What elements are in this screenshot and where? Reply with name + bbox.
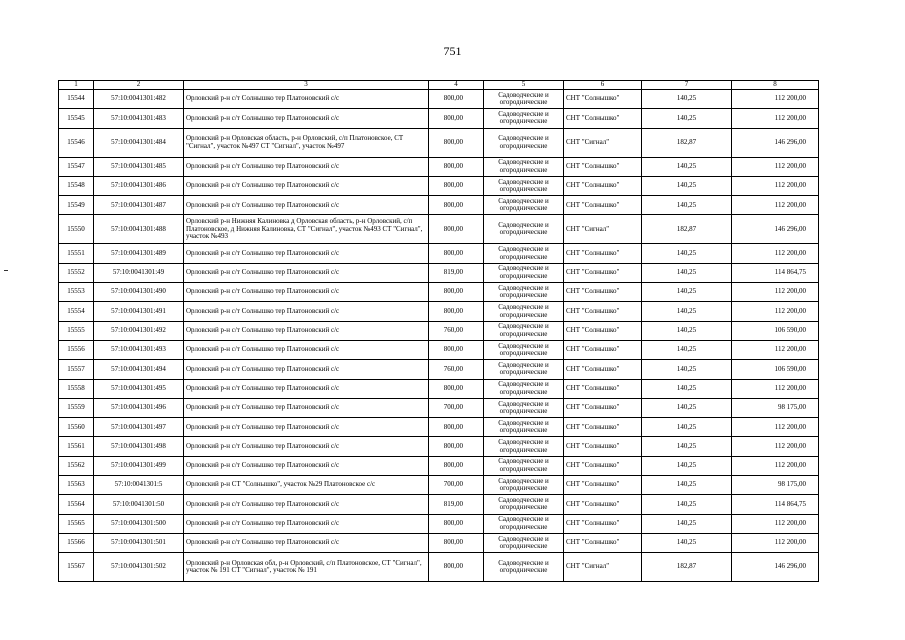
land-use-category-cell: Садоводческие и огороднические bbox=[484, 90, 564, 109]
table-row bbox=[59, 321, 819, 340]
specific-value-cell: 140,25 bbox=[642, 418, 732, 437]
row-number-cell: 15555 bbox=[59, 321, 94, 340]
address-cell: Орловский р-н с/т Солнышко тер Платоновский с/с bbox=[184, 302, 429, 321]
row-number-cell: 15546 bbox=[59, 128, 94, 157]
cadastral-value-cell: 112 200,00 bbox=[732, 340, 819, 359]
cadastral-value-cell: 98 175,00 bbox=[732, 476, 819, 495]
partnership-name-cell: СНТ "Солнышко" bbox=[564, 244, 642, 263]
address-cell: Орловский р-н с/т Солнышко тер Платоновский с/с bbox=[184, 456, 429, 475]
area-cell: 800,00 bbox=[429, 379, 484, 398]
partnership-name-cell: СНТ "Солнышко" bbox=[564, 476, 642, 495]
land-use-category-cell: Садоводческие и огороднические bbox=[484, 321, 564, 340]
land-use-category-cell: Садоводческие и огороднические bbox=[484, 196, 564, 215]
cadastral-number-cell: 57:10:0041301:484 bbox=[94, 128, 184, 157]
cadastral-value-cell: 114 864,75 bbox=[732, 495, 819, 514]
cadastral-number-cell: 57:10:0041301:487 bbox=[94, 196, 184, 215]
specific-value-cell: 140,25 bbox=[642, 302, 732, 321]
cadastral-number-cell: 57:10:0041301:495 bbox=[94, 379, 184, 398]
land-use-category-cell: Садоводческие и огороднические bbox=[484, 302, 564, 321]
cadastral-value-cell: 112 200,00 bbox=[732, 533, 819, 552]
land-use-category-cell: Садоводческие и огороднические bbox=[484, 456, 564, 475]
cadastral-number-cell: 57:10:0041301:502 bbox=[94, 553, 184, 582]
address-cell: Орловский р-н с/т Солнышко тер Платоновский с/с bbox=[184, 176, 429, 195]
cadastral-number-cell: 57:10:0041301:5 bbox=[94, 476, 184, 495]
specific-value-cell: 140,25 bbox=[642, 533, 732, 552]
area-cell: 800,00 bbox=[429, 109, 484, 128]
partnership-name-cell: СНТ "Сигнал" bbox=[564, 215, 642, 244]
row-number-cell: 15545 bbox=[59, 109, 94, 128]
area-cell: 800,00 bbox=[429, 157, 484, 176]
specific-value-cell: 140,25 bbox=[642, 437, 732, 456]
cadastral-number-cell: 57:10:0041301:482 bbox=[94, 90, 184, 109]
cadastral-value-cell: 112 200,00 bbox=[732, 196, 819, 215]
table-row bbox=[59, 176, 819, 195]
cadastral-number-cell: 57:10:0041301:493 bbox=[94, 340, 184, 359]
cadastral-number-cell: 57:10:0041301:501 bbox=[94, 533, 184, 552]
partnership-name-cell: СНТ "Солнышко" bbox=[564, 321, 642, 340]
partnership-name-cell: СНТ "Солнышко" bbox=[564, 109, 642, 128]
cadastral-value-cell: 146 296,00 bbox=[732, 553, 819, 582]
address-cell: Орловский р-н с/т Солнышко тер Платоновский с/с bbox=[184, 379, 429, 398]
table-row bbox=[59, 379, 819, 398]
table-row bbox=[59, 157, 819, 176]
specific-value-cell: 140,25 bbox=[642, 379, 732, 398]
row-number-cell: 15565 bbox=[59, 514, 94, 533]
area-cell: 800,00 bbox=[429, 283, 484, 302]
cadastral-value-cell: 98 175,00 bbox=[732, 398, 819, 417]
address-cell: Орловский р-н с/т Солнышко тер Платоновский с/с bbox=[184, 398, 429, 417]
land-use-category-cell: Садоводческие и огороднические bbox=[484, 128, 564, 157]
specific-value-cell: 140,25 bbox=[642, 90, 732, 109]
table-row bbox=[59, 215, 819, 244]
specific-value-cell: 140,25 bbox=[642, 476, 732, 495]
table-row bbox=[59, 109, 819, 128]
cadastral-value-cell: 106 590,00 bbox=[732, 360, 819, 379]
column-header-3: 3 bbox=[184, 81, 429, 90]
table-row bbox=[59, 340, 819, 359]
partnership-name-cell: СНТ "Солнышко" bbox=[564, 514, 642, 533]
address-cell: Орловский р-н с/т Солнышко тер Платоновский с/с bbox=[184, 360, 429, 379]
land-use-category-cell: Садоводческие и огороднические bbox=[484, 244, 564, 263]
specific-value-cell: 140,25 bbox=[642, 340, 732, 359]
row-number-cell: 15558 bbox=[59, 379, 94, 398]
cadastral-number-cell: 57:10:0041301:486 bbox=[94, 176, 184, 195]
cadastral-value-cell: 114 864,75 bbox=[732, 263, 819, 282]
column-header-7: 7 bbox=[642, 81, 732, 90]
row-number-cell: 15563 bbox=[59, 476, 94, 495]
specific-value-cell: 182,87 bbox=[642, 128, 732, 157]
table-row bbox=[59, 360, 819, 379]
cadastral-number-cell: 57:10:0041301:491 bbox=[94, 302, 184, 321]
partnership-name-cell: СНТ "Солнышко" bbox=[564, 283, 642, 302]
cadastral-value-cell: 112 200,00 bbox=[732, 157, 819, 176]
row-number-cell: 15551 bbox=[59, 244, 94, 263]
specific-value-cell: 140,25 bbox=[642, 514, 732, 533]
cadastral-number-cell: 57:10:0041301:485 bbox=[94, 157, 184, 176]
land-use-category-cell: Садоводческие и огороднические bbox=[484, 514, 564, 533]
cadastral-number-cell: 57:10:0041301:483 bbox=[94, 109, 184, 128]
partnership-name-cell: СНТ "Солнышко" bbox=[564, 379, 642, 398]
land-use-category-cell: Садоводческие и огороднические bbox=[484, 176, 564, 195]
area-cell: 800,00 bbox=[429, 244, 484, 263]
row-number-cell: 15544 bbox=[59, 90, 94, 109]
land-use-category-cell: Садоводческие и огороднические bbox=[484, 418, 564, 437]
row-number-cell: 15564 bbox=[59, 495, 94, 514]
cadastral-value-cell: 112 200,00 bbox=[732, 437, 819, 456]
cadastral-value-cell: 112 200,00 bbox=[732, 244, 819, 263]
table-row bbox=[59, 476, 819, 495]
area-cell: 800,00 bbox=[429, 340, 484, 359]
row-number-cell: 15556 bbox=[59, 340, 94, 359]
area-cell: 700,00 bbox=[429, 476, 484, 495]
cadastral-value-cell: 112 200,00 bbox=[732, 456, 819, 475]
specific-value-cell: 140,25 bbox=[642, 360, 732, 379]
table-row bbox=[59, 90, 819, 109]
specific-value-cell: 140,25 bbox=[642, 321, 732, 340]
row-number-cell: 15561 bbox=[59, 437, 94, 456]
table-row bbox=[59, 244, 819, 263]
table-row bbox=[59, 196, 819, 215]
row-number-cell: 15549 bbox=[59, 196, 94, 215]
margin-mark bbox=[4, 270, 8, 271]
land-use-category-cell: Садоводческие и огороднические bbox=[484, 533, 564, 552]
land-use-category-cell: Садоводческие и огороднические bbox=[484, 553, 564, 582]
specific-value-cell: 140,25 bbox=[642, 109, 732, 128]
cadastral-value-cell: 112 200,00 bbox=[732, 514, 819, 533]
partnership-name-cell: СНТ "Солнышко" bbox=[564, 90, 642, 109]
address-cell: Орловский р-н с/т Солнышко тер Платоновский с/с bbox=[184, 90, 429, 109]
specific-value-cell: 140,25 bbox=[642, 283, 732, 302]
address-cell: Орловский р-н с/т Солнышко тер Платоновский с/с bbox=[184, 340, 429, 359]
row-number-cell: 15557 bbox=[59, 360, 94, 379]
column-header-2: 2 bbox=[94, 81, 184, 90]
cadastral-number-cell: 57:10:0041301:494 bbox=[94, 360, 184, 379]
cadastral-number-cell: 57:10:0041301:497 bbox=[94, 418, 184, 437]
area-cell: 760,00 bbox=[429, 321, 484, 340]
address-cell: Орловский р-н с/т Солнышко тер Платоновский с/с bbox=[184, 109, 429, 128]
partnership-name-cell: СНТ "Сигнал" bbox=[564, 128, 642, 157]
cadastral-number-cell: 57:10:0041301:50 bbox=[94, 495, 184, 514]
table-body bbox=[59, 90, 819, 582]
address-cell: Орловский р-н с/т Солнышко тер Платоновский с/с bbox=[184, 157, 429, 176]
table-row bbox=[59, 263, 819, 282]
address-cell: Орловский р-н с/т Солнышко тер Платоновский с/с bbox=[184, 244, 429, 263]
row-number-cell: 15553 bbox=[59, 283, 94, 302]
land-use-category-cell: Садоводческие и огороднические bbox=[484, 476, 564, 495]
cadastral-number-cell: 57:10:0041301:489 bbox=[94, 244, 184, 263]
specific-value-cell: 140,25 bbox=[642, 244, 732, 263]
partnership-name-cell: СНТ "Солнышко" bbox=[564, 176, 642, 195]
column-header-4: 4 bbox=[429, 81, 484, 90]
area-cell: 819,00 bbox=[429, 495, 484, 514]
row-number-cell: 15552 bbox=[59, 263, 94, 282]
row-number-cell: 15550 bbox=[59, 215, 94, 244]
header-row bbox=[59, 81, 819, 90]
partnership-name-cell: СНТ "Солнышко" bbox=[564, 302, 642, 321]
area-cell: 800,00 bbox=[429, 533, 484, 552]
table-row bbox=[59, 283, 819, 302]
cadastral-value-cell: 146 296,00 bbox=[732, 128, 819, 157]
partnership-name-cell: СНТ "Солнышко" bbox=[564, 263, 642, 282]
land-use-category-cell: Садоводческие и огороднические bbox=[484, 283, 564, 302]
area-cell: 800,00 bbox=[429, 176, 484, 195]
cadastral-value-cell: 112 200,00 bbox=[732, 418, 819, 437]
table-row bbox=[59, 553, 819, 582]
land-use-category-cell: Садоводческие и огороднические bbox=[484, 215, 564, 244]
page-number: 751 bbox=[443, 44, 462, 58]
column-header-5: 5 bbox=[484, 81, 564, 90]
partnership-name-cell: СНТ "Солнышко" bbox=[564, 157, 642, 176]
land-use-category-cell: Садоводческие и огороднические bbox=[484, 398, 564, 417]
area-cell: 700,00 bbox=[429, 398, 484, 417]
specific-value-cell: 140,25 bbox=[642, 196, 732, 215]
cadastral-number-cell: 57:10:0041301:492 bbox=[94, 321, 184, 340]
cadastral-number-cell: 57:10:0041301:488 bbox=[94, 215, 184, 244]
address-cell: Орловский р-н с/т Солнышко тер Платоновский с/с bbox=[184, 196, 429, 215]
land-use-category-cell: Садоводческие и огороднические bbox=[484, 360, 564, 379]
land-use-category-cell: Садоводческие и огороднические bbox=[484, 263, 564, 282]
cadastral-value-cell: 106 590,00 bbox=[732, 321, 819, 340]
area-cell: 800,00 bbox=[429, 128, 484, 157]
land-use-category-cell: Садоводческие и огороднические bbox=[484, 340, 564, 359]
address-cell: Орловский р-н с/т Солнышко тер Платоновский с/с bbox=[184, 533, 429, 552]
table-row bbox=[59, 418, 819, 437]
specific-value-cell: 140,25 bbox=[642, 456, 732, 475]
cadastral-number-cell: 57:10:0041301:49 bbox=[94, 263, 184, 282]
cadastral-number-cell: 57:10:0041301:500 bbox=[94, 514, 184, 533]
partnership-name-cell: СНТ "Солнышко" bbox=[564, 196, 642, 215]
area-cell: 800,00 bbox=[429, 418, 484, 437]
partnership-name-cell: СНТ "Солнышко" bbox=[564, 456, 642, 475]
area-cell: 800,00 bbox=[429, 456, 484, 475]
address-cell: Орловский р-н с/т Солнышко тер Платоновский с/с bbox=[184, 495, 429, 514]
partnership-name-cell: СНТ "Солнышко" bbox=[564, 418, 642, 437]
area-cell: 819,00 bbox=[429, 263, 484, 282]
row-number-cell: 15559 bbox=[59, 398, 94, 417]
cadastral-number-cell: 57:10:0041301:499 bbox=[94, 456, 184, 475]
cadastral-value-cell: 112 200,00 bbox=[732, 379, 819, 398]
cadastral-value-cell: 112 200,00 bbox=[732, 283, 819, 302]
partnership-name-cell: СНТ "Солнышко" bbox=[564, 360, 642, 379]
table-row bbox=[59, 128, 819, 157]
table-row bbox=[59, 398, 819, 417]
partnership-name-cell: СНТ "Солнышко" bbox=[564, 340, 642, 359]
row-number-cell: 15566 bbox=[59, 533, 94, 552]
column-header-8: 8 bbox=[732, 81, 819, 90]
specific-value-cell: 182,87 bbox=[642, 215, 732, 244]
partnership-name-cell: СНТ "Солнышко" bbox=[564, 398, 642, 417]
specific-value-cell: 182,87 bbox=[642, 553, 732, 582]
address-cell: Орловский р-н с/т Солнышко тер Платоновский с/с bbox=[184, 321, 429, 340]
area-cell: 800,00 bbox=[429, 302, 484, 321]
cadastral-value-cell: 112 200,00 bbox=[732, 176, 819, 195]
cadastral-value-cell: 112 200,00 bbox=[732, 109, 819, 128]
row-number-cell: 15547 bbox=[59, 157, 94, 176]
address-cell: Орловский р-н Орловская область, р-н Орловский, с/п Платоновское, СТ "Сигнал", участок №497 СТ "Сигнал", участок №497 bbox=[184, 128, 429, 157]
area-cell: 800,00 bbox=[429, 196, 484, 215]
row-number-cell: 15548 bbox=[59, 176, 94, 195]
address-cell: Орловский р-н с/т Солнышко тер Платоновский с/с bbox=[184, 418, 429, 437]
partnership-name-cell: СНТ "Сигнал" bbox=[564, 553, 642, 582]
specific-value-cell: 140,25 bbox=[642, 157, 732, 176]
address-cell: Орловский р-н с/т Солнышко тер Платоновский с/с bbox=[184, 263, 429, 282]
area-cell: 760,00 bbox=[429, 360, 484, 379]
land-use-category-cell: Садоводческие и огороднические bbox=[484, 379, 564, 398]
cadastral-number-cell: 57:10:0041301:490 bbox=[94, 283, 184, 302]
table-row bbox=[59, 533, 819, 552]
land-use-category-cell: Садоводческие и огороднические bbox=[484, 109, 564, 128]
table-row bbox=[59, 495, 819, 514]
cadastral-value-cell: 112 200,00 bbox=[732, 302, 819, 321]
area-cell: 800,00 bbox=[429, 437, 484, 456]
table-row bbox=[59, 437, 819, 456]
partnership-name-cell: СНТ "Солнышко" bbox=[564, 495, 642, 514]
address-cell: Орловский р-н СТ "Солнышко", участок №29 Платоновское с/с bbox=[184, 476, 429, 495]
land-use-category-cell: Садоводческие и огороднические bbox=[484, 157, 564, 176]
specific-value-cell: 140,25 bbox=[642, 176, 732, 195]
address-cell: Орловский р-н с/т Солнышко тер Платоновский с/с bbox=[184, 437, 429, 456]
partnership-name-cell: СНТ "Солнышко" bbox=[564, 533, 642, 552]
row-number-cell: 15567 bbox=[59, 553, 94, 582]
area-cell: 800,00 bbox=[429, 514, 484, 533]
specific-value-cell: 140,25 bbox=[642, 263, 732, 282]
table-row bbox=[59, 456, 819, 475]
column-header-1: 1 bbox=[59, 81, 94, 90]
cadastral-number-cell: 57:10:0041301:496 bbox=[94, 398, 184, 417]
specific-value-cell: 140,25 bbox=[642, 398, 732, 417]
specific-value-cell: 140,25 bbox=[642, 495, 732, 514]
area-cell: 800,00 bbox=[429, 215, 484, 244]
table-row bbox=[59, 302, 819, 321]
land-use-category-cell: Садоводческие и огороднические bbox=[484, 437, 564, 456]
cadastral-value-cell: 112 200,00 bbox=[732, 90, 819, 109]
land-registry-table bbox=[58, 80, 819, 582]
column-header-6: 6 bbox=[564, 81, 642, 90]
row-number-cell: 15560 bbox=[59, 418, 94, 437]
address-cell: Орловский р-н с/т Солнышко тер Платоновский с/с bbox=[184, 514, 429, 533]
row-number-cell: 15562 bbox=[59, 456, 94, 475]
address-cell: Орловский р-н Орловская обл, р-н Орловский, с/п Платоновское, СТ "Сигнал", участок № 191 СТ "Сигнал", участок № 191 bbox=[184, 553, 429, 582]
partnership-name-cell: СНТ "Солнышко" bbox=[564, 437, 642, 456]
row-number-cell: 15554 bbox=[59, 302, 94, 321]
area-cell: 800,00 bbox=[429, 90, 484, 109]
cadastral-number-cell: 57:10:0041301:498 bbox=[94, 437, 184, 456]
area-cell: 800,00 bbox=[429, 553, 484, 582]
address-cell: Орловский р-н Нижняя Калиновка д Орловская область, р-н Орловский, с/п Платоновское, д Нижняя Калиновка, СТ "Сигнал", участок №493 СТ "Сигнал", участок №493 bbox=[184, 215, 429, 244]
table-row bbox=[59, 514, 819, 533]
address-cell: Орловский р-н с/т Солнышко тер Платоновский с/с bbox=[184, 283, 429, 302]
cadastral-value-cell: 146 296,00 bbox=[732, 215, 819, 244]
land-use-category-cell: Садоводческие и огороднические bbox=[484, 495, 564, 514]
